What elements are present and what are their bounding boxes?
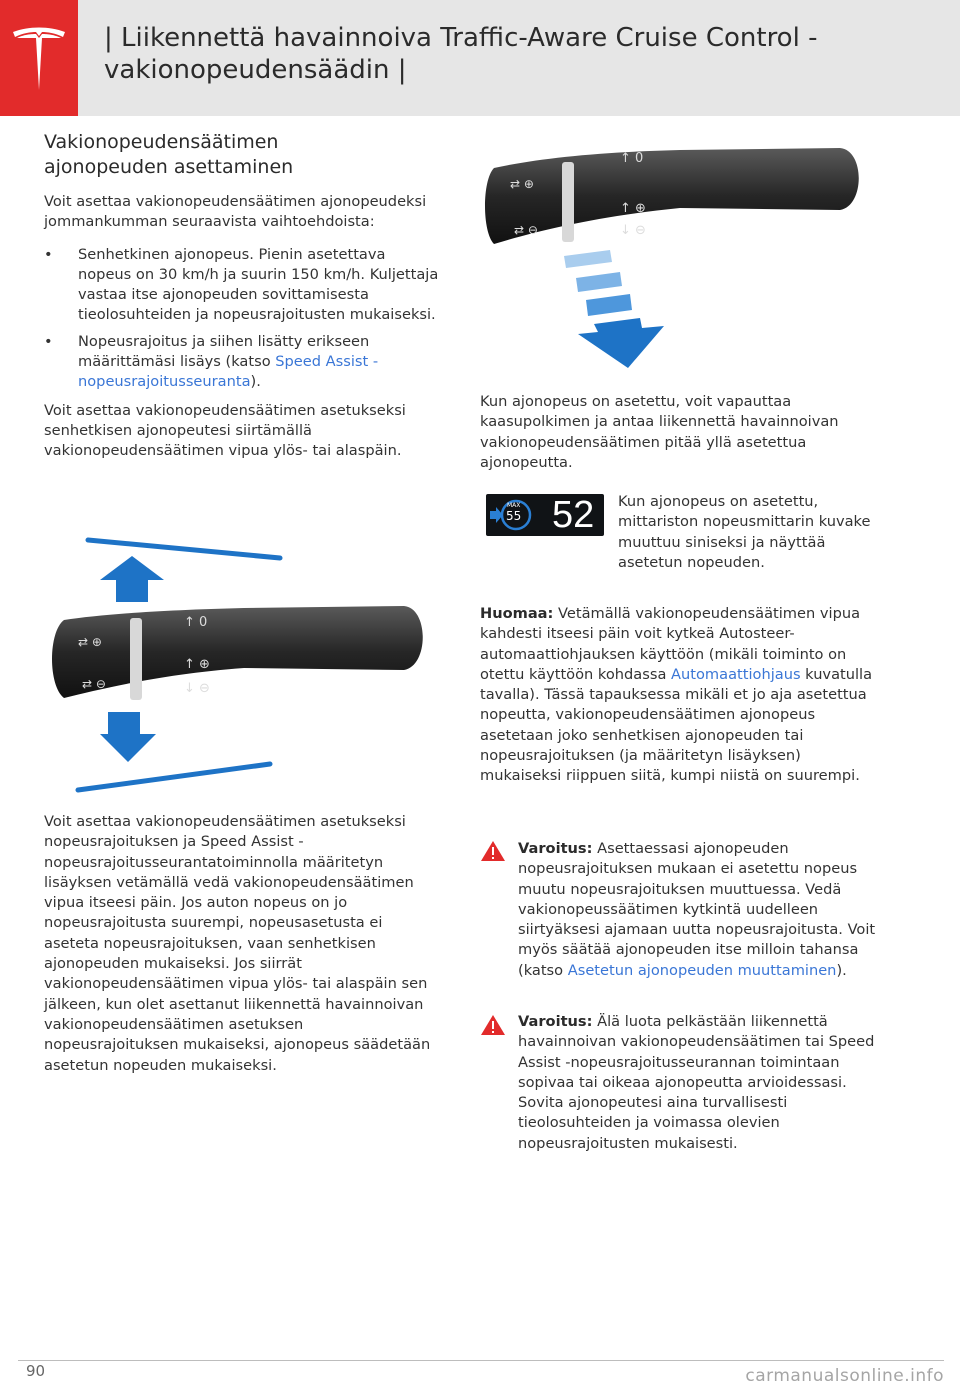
warning-1-text-end: ). — [836, 961, 847, 979]
display-speed-limit: 55 — [506, 509, 522, 523]
intro-paragraph: Voit asettaa vakionopeudensäätimen ajonopeudeksi jommankumman seuraavista vaihtoehdoista: — [44, 193, 427, 231]
section-heading-line2: ajonopeuden asettaminen — [44, 156, 294, 178]
page-title-line2: vakionopeudensäädin | — [104, 55, 407, 85]
note-paragraph — [480, 604, 880, 787]
page-header — [0, 0, 960, 116]
release-paragraph: Kun ajonopeus on asetettu, voit vapauttaa kaasupolkimen ja antaa liikennettä havainnoivan vakionopeudensäätimen pitää yllä asetettua ajonopeutta. — [480, 393, 839, 471]
list-item-text-end: ). — [250, 373, 261, 391]
bullet-icon: • — [44, 332, 53, 350]
page-title-line1: | Liikennettä havainnoiva Traffic-Aware Cruise Control - — [104, 23, 818, 53]
list-item — [44, 245, 440, 326]
svg-text:↑ 0: ↑ 0 — [620, 151, 644, 166]
arrow-down-icon — [100, 712, 156, 762]
warning-2-label: Varoitus: — [518, 1013, 593, 1030]
svg-text:↑ ⊕: ↑ ⊕ — [620, 201, 646, 216]
display-description: Kun ajonopeus on asetettu, mittariston nopeusmittarin kuvake muuttuu siniseksi ja näyttää asetetun nopeuden. — [618, 493, 871, 571]
warning-1 — [518, 839, 880, 981]
stalk-pull-paragraph: Voit asettaa vakionopeudensäätimen asetukseksi nopeusrajoituksen ja Speed Assist -nopeusrajoitusseurantatoiminnolla määritetyn lisäyksen vetämällä vedä vakionopeudensäätimen vipua itseesi päin. Jos auton nopeus on jo nopeusrajoitusta suurempi, nopeusasetusta ei aseteta nopeusrajoituksen, vaan senhetkisen ajonopeuden mukaiseksi. Jos siirrät vakionopeudensäätimen vipua ylös- tai alaspäin sen jälkeen, kun olet asettanut liikennettä havainnoivan vakionopeudensäätimen asetuksen nopeusrajoituksen mukaiseksi, ajonopeus säädetään asetetun nopeuden mukaiseksi. — [44, 813, 431, 1074]
note-text: Vetämällä vakionopeudensäätimen vipua kahdesti itseesi päin voit kytkeä Autosteer-automaattiohjauksen käyttöön (mikäli toiminto on otettu käyttöön kohdassa — [480, 605, 861, 683]
left-column — [44, 130, 440, 462]
change-speed-link[interactable]: Asetetun ajonopeuden muuttaminen — [567, 961, 837, 979]
list-item — [44, 332, 440, 393]
section-heading-line1: Vakionopeudensäätimen — [44, 131, 279, 153]
speed-assist-link[interactable]: Speed Assist - nopeusrajoitusseuranta — [78, 353, 379, 391]
svg-text:⇄ ⊖: ⇄ ⊖ — [514, 223, 538, 237]
warning-1-label: Varoitus: — [518, 840, 593, 857]
svg-text:⇄ ⊖: ⇄ ⊖ — [82, 677, 106, 691]
stalk-move-paragraph: Voit asettaa vakionopeudensäätimen asetukseksi senhetkisen ajonopeutesi siirtämällä vakionopeudensäätimen vipua ylös- tai alaspäin. — [44, 401, 406, 460]
right-column — [480, 392, 880, 473]
warning-1-text: Asettaessasi ajonopeuden nopeusrajoituksen mukaan ei asetettu nopeus muutu nopeusrajoituksen muuttuessa. Vedä vakionopeussäätimen kytkintä uudelleen siirtyäksesi ajamaan uutta nopeusrajoitusta. Voit myös säätää ajonopeuden itse milloin tahansa (katso — [518, 840, 876, 979]
stalk-up-down-illustration — [44, 528, 440, 796]
brand-logo — [0, 0, 78, 116]
autosteer-link[interactable]: Automaattiohjaus — [671, 665, 801, 683]
svg-text:↓ ⊖: ↓ ⊖ — [620, 223, 646, 238]
left-column-lower — [44, 812, 440, 1076]
svg-text:↑ 0: ↑ 0 — [184, 615, 208, 630]
note-text-end: kuvatulla tavalla). Tässä tapauksessa mikäli et jo aja asetettua nopeutta, vakionopeudensäätimen ajonopeus asetetaan joko senhetkisen ajonopeuden tai nopeusrajoituksen (ja määritetyn lisäyksen) mukaiseksi riippuen siitä, kumpi niistä on suurempi. — [480, 665, 873, 785]
watermark: carmanualsonline.info — [745, 1366, 944, 1386]
speed-display — [486, 494, 604, 536]
display-max-label: MAX — [507, 502, 521, 509]
display-current-speed: 52 — [552, 494, 595, 536]
warning-2 — [518, 1012, 880, 1154]
warning-icon — [480, 1014, 506, 1036]
page-title — [104, 22, 904, 86]
svg-text:⇄ ⊕: ⇄ ⊕ — [510, 177, 534, 191]
bullet-icon: • — [44, 245, 53, 263]
svg-text:↓ ⊖: ↓ ⊖ — [184, 681, 210, 696]
page-number: 90 — [26, 1362, 46, 1380]
stalk-pull-illustration — [480, 136, 880, 376]
warning-icon — [480, 840, 506, 862]
list-item-text: Senhetkinen ajonopeus. Pienin asetettava nopeus on 30 km/h ja suurin 150 km/h. Kuljettaja vastaa itse ajonopeuden sovittamisesta tieolosuhteiden ja nopeusrajoitusten mukaiseksi. — [78, 245, 439, 324]
list-item-text: Nopeusrajoitus ja siihen lisätty erikseen määrittämäsi lisäys (katso — [78, 332, 370, 371]
footer-divider — [18, 1360, 944, 1361]
warning-2-text: Älä luota pelkästään liikennettä havainnoivan vakionopeudensäätimen tai Speed Assist -nopeusrajoitusseurannan toimintaan sopivaa tai oikeaa ajonopeutta arvioidessasi. Sovita ajonopeutesi aina turvallisesti tieolosuhteiden ja voimassa olevien nopeusrajoitusten mukaisesti. — [518, 1013, 875, 1152]
section-heading — [44, 130, 440, 180]
arrow-up-icon — [100, 556, 164, 602]
note-label: Huomaa: — [480, 605, 554, 622]
arrow-pull-icon — [578, 318, 664, 368]
svg-text:⇄ ⊕: ⇄ ⊕ — [78, 635, 102, 649]
svg-text:↑ ⊕: ↑ ⊕ — [184, 657, 210, 672]
option-list — [44, 245, 440, 393]
tesla-logo-icon — [11, 24, 67, 92]
